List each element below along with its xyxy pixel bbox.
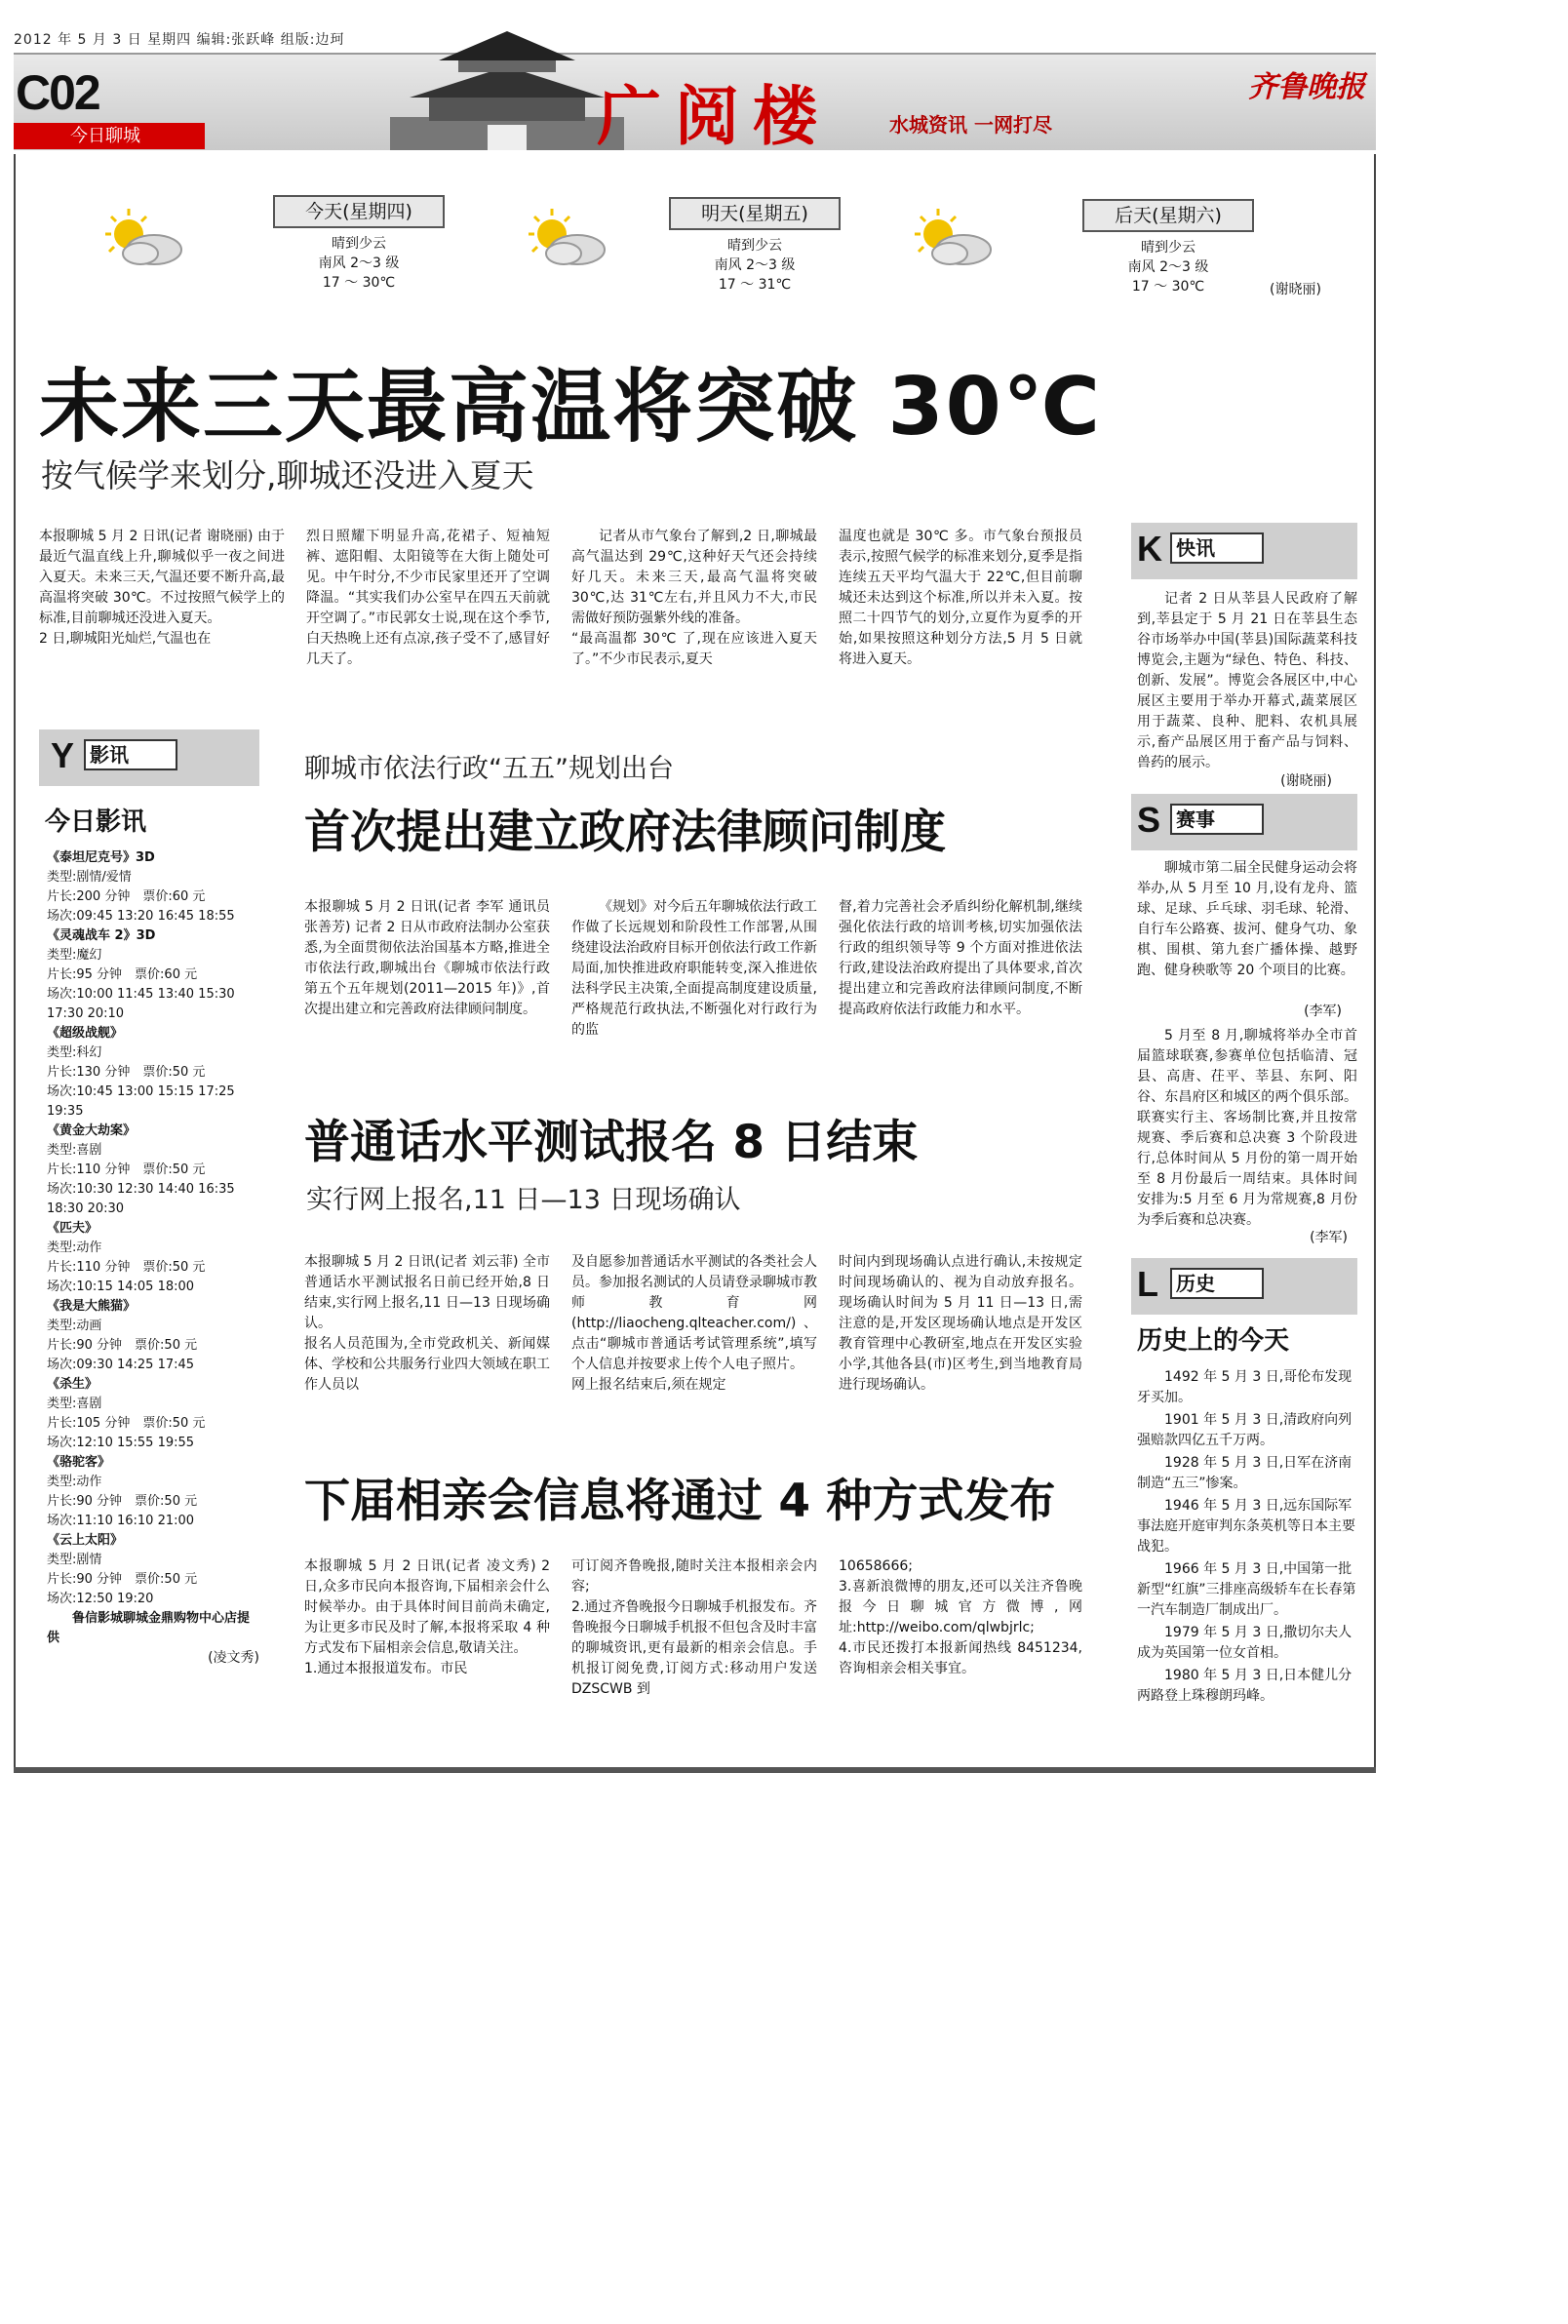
history-title: 历史上的今天	[1137, 1326, 1290, 1356]
sports-paragraph-2: 5 月至 8 月,聊城将举办全市首届篮球联赛,参赛单位包括临清、冠县、高唐、茌平、莘县、东阿、阳谷、东昌府区和城区的两个俱乐部。联赛实行主、客场制比赛,并且按常规赛、季后赛和总决赛 3 个阶段进行,总体时间从 5 月份的第一周开始至 8 月份最后一周结束。具体时间安排为:5 月至 6 月为常规赛,8 月份为季后赛和总决赛。	[1137, 1028, 1357, 1228]
history-item: 1946 年 5 月 3 日,远东国际军事法庭开庭审判东条英机等日本主要战犯。	[1137, 1498, 1355, 1555]
story3-column-1: 本报聊城 5 月 2 日讯(记者 刘云菲) 全市普通话水平测试报名日前已经开始,8 日结束,实行网上报名,11 日—13 日现场确认。 报名人员范围为,全市党政机关、新闻媒体、学校和公共服务行业四大领域在职工作人员以	[304, 1254, 550, 1393]
story2-column-1: 本报聊城 5 月 2 日讯(记者 李军 通讯员 张善芳) 记者 2 日从市政府法制办公室获悉,为全面贯彻依法治国基本方略,推进全市依法行政,聊城出台《聊城市依法行政第五个五年规划(2011—2015 年)》,首次提出建立和完善政府法律顾问制度。	[304, 899, 550, 1017]
weather-wind-1: 南风 2～3 级	[318, 256, 400, 271]
movies-letter: Y	[51, 735, 75, 775]
movies-title: 今日影讯	[45, 807, 147, 837]
sports-paragraph-1: 聊城市第二届全民健身运动会将举办,从 5 月至 10 月,设有龙舟、篮球、足球、乒乓球、羽毛球、轮滑、自行车公路赛、拔河、健身气功、象棋、围棋、第九套广播体操、越野跑、健身秧歌等 20 个项目的比赛。	[1137, 860, 1357, 978]
weather-day-3: 后天(星期六)	[1082, 199, 1254, 232]
sports-label: 赛事	[1170, 804, 1264, 835]
history-item: 1980 年 5 月 3 日,日本健儿分两路登上珠穆朗玛峰。	[1137, 1668, 1352, 1704]
story2-column-2: 《规划》对今后五年聊城依法行政工作做了长远规划和阶段性工作部署,从围绕建设法治政府目标开创依法行政工作新局面,加快推进政府职能转变,深入推进依法科学民主决策,全面提高制度建设质量,严格规范行政执法,不断强化对行政行为的监	[571, 899, 817, 1038]
weather-cond-2: 晴到少云	[727, 238, 782, 254]
weather-temp-2: 17 ～ 31℃	[718, 277, 792, 293]
movie-item: 《骆驼客》 类型:动作 片长:90 分钟 票价:50 元 场次:11:10 16:10 21:00	[47, 1455, 198, 1528]
weather-day-2: 明天(星期五)	[669, 197, 841, 230]
movie-item: 《云上太阳》 类型:剧情 片长:90 分钟 票价:50 元 场次:12:50 19:20	[47, 1533, 198, 1606]
movies-credit: (凌文秀)	[208, 1650, 259, 1666]
history-item: 1901 年 5 月 3 日,清政府向列强赔款四亿五千万两。	[1137, 1412, 1352, 1448]
newspaper-logo: 齐鲁晚报	[1248, 70, 1365, 104]
movie-item: 《我是大熊猫》 类型:动画 片长:90 分钟 票价:50 元 场次:09:30 14:25 17:45	[47, 1299, 198, 1372]
masthead-title: 广阅楼	[597, 78, 831, 154]
story2-kicker: 聊城市依法行政“五五”规划出台	[304, 754, 674, 784]
story4-column-1: 本报聊城 5 月 2 日讯(记者 凌文秀) 2 日,众多市民向本报咨询,下届相亲会什么时候举办。由于具体时间目前尚未确定,为让更多市民及时了解,本报将采取 4 种方式发布下届相亲会信息,敬请关注。 1.通过本报报道发布。市民	[304, 1558, 550, 1676]
page-code: C02	[16, 65, 99, 120]
history-item: 1966 年 5 月 3 日,中国第一批新型“红旗”三排座高级轿车在长春第一汽车制造厂制成出厂。	[1137, 1561, 1356, 1618]
history-letter: L	[1137, 1264, 1158, 1304]
movies-provider: 鲁信影城聊城金鼎购物中心店提供	[47, 1611, 251, 1645]
history-list	[1137, 1367, 1357, 1709]
movie-item: 《杀生》 类型:喜剧 片长:105 分钟 票价:50 元 场次:12:10 15:55 19:55	[47, 1377, 206, 1450]
story4-headline: 下届相亲会信息将通过 4 种方式发布	[304, 1475, 1056, 1528]
movie-item: 《超级战舰》 类型:科幻 片长:130 分钟 票价:50 元 场次:10:45 13:00 15:15 17:25 19:35	[47, 1026, 235, 1119]
weather-temp-1: 17 ～ 30℃	[322, 275, 396, 291]
sports-credit-1: (李军)	[1304, 1004, 1342, 1019]
brief-letter: K	[1137, 529, 1162, 569]
weather-credit: (谢晓丽)	[1270, 282, 1321, 297]
section-tag: 今日聊城	[14, 123, 205, 149]
movie-list	[47, 848, 259, 1668]
header-meta: 2012 年 5 月 3 日 星期四 编辑:张跃峰 组版:边珂	[14, 32, 345, 48]
story4-column-2: 可订阅齐鲁晚报,随时关注本报相亲会内容; 2.通过齐鲁晚报今日聊城手机报发布。齐鲁晚报今日聊城手机报不但包含及时丰富的聊城资讯,更有最新的相亲会信息。手机报订阅免费,订阅方式:移动用户发送 DZSCWB 到	[571, 1558, 817, 1697]
movie-item: 《灵魂战车 2》3D 类型:魔幻 片长:95 分钟 票价:60 元 场次:10:00 11:45 13:40 15:30 17:30 20:10	[47, 928, 235, 1021]
movie-item: 《黄金大劫案》 类型:喜剧 片长:110 分钟 票价:50 元 场次:10:30 12:30 14:40 16:35 18:30 20:30	[47, 1123, 235, 1216]
tower-illustration	[390, 27, 624, 150]
masthead-slogan: 水城资讯 一网打尽	[889, 113, 1052, 137]
history-item: 1492 年 5 月 3 日,哥伦布发现牙买加。	[1137, 1369, 1352, 1405]
weather-wind-3: 南风 2～3 级	[1127, 259, 1209, 275]
movies-label: 影讯	[84, 739, 177, 770]
brief-text: 记者 2 日从莘县人民政府了解到,莘县定于 5 月 21 日在莘县生态谷市场举办中国(莘县)国际蔬菜科技博览会,主题为“绿色、特色、科技、创新、发展”。博览会各展区中,中心展区主要用于举办开幕式,蔬菜展区用于蔬菜、良种、肥料、农机具展示,畜产品展区用于畜产品与饲料、兽药的展示。	[1137, 591, 1357, 770]
lead-headline: 未来三天最高温将突破 30℃	[39, 361, 1102, 453]
sports-letter: S	[1137, 800, 1161, 840]
weather-cond-1: 晴到少云	[332, 236, 386, 252]
lead-column-3: 记者从市气象台了解到,2 日,聊城最高气温达到 29℃,这种好天气还会持续好几天。未来三天,最高气温将突破 30℃,达 31℃左右,并且风力不大,市民需做好预防强紫外线的准备。 “最高温都 30℃ 了,现在应该进入夏天了。”不少市民表示,夏天	[571, 529, 817, 667]
lead-column-2: 烈日照耀下明显升高,花裙子、短袖短裤、遮阳帽、太阳镜等在大街上随处可见。中午时分,不少市民家里还开了空调降温。“其实我们办公室早在四五天前就开空调了。”市民郭女士说,现在这个季节,白天热晚上还有点凉,孩子受不了,感冒好几天了。	[306, 529, 550, 667]
lead-column-1: 本报聊城 5 月 2 日讯(记者 谢晓丽) 由于最近气温直线上升,聊城似乎一夜之间进入夏天。未来三天,气温还要不断升高,最高温将突破 30℃。不过按照气候学上的标准,目前聊城还没进入夏天。 2 日,聊城阳光灿烂,气温也在	[39, 529, 285, 647]
bottom-rule	[14, 1767, 1376, 1773]
story2-headline: 首次提出建立政府法律顾问制度	[304, 806, 946, 859]
story3-headline: 普通话水平测试报名 8 日结束	[304, 1116, 919, 1169]
weather-day-1: 今天(星期四)	[273, 195, 445, 228]
weather-wind-2: 南风 2～3 级	[714, 257, 796, 273]
story3-subheadline: 实行网上报名,11 日—13 日现场确认	[306, 1185, 741, 1215]
sports-credit-2: (李军)	[1310, 1230, 1348, 1245]
history-item: 1928 年 5 月 3 日,日军在济南制造“五三”惨案。	[1137, 1455, 1352, 1491]
partly-sunny-icon	[907, 207, 995, 269]
partly-sunny-icon	[98, 207, 185, 269]
partly-sunny-icon	[521, 207, 608, 269]
story4-column-3: 10658666; 3.喜新浪微博的朋友,还可以关注齐鲁晚报今日聊城官方微博,网址:http://weibo.com/qlwbjrlc; 4.市民还拨打本报新闻热线 8451234,咨询相亲会相关事宜。	[839, 1558, 1082, 1676]
story3-column-3: 时间内到现场确认点进行确认,未按规定时间现场确认的、视为自动放弃报名。现场确认时间为 5 月 11 日—13 日,需注意的是,开发区现场确认地点是开发区教育管理中心教研室,地点在开发区实验小学,其他各县(市)区考生,到当地教育局进行现场确认。	[839, 1254, 1082, 1393]
weather-cond-3: 晴到少云	[1141, 240, 1196, 256]
lead-column-4: 温度也就是 30℃ 多。市气象台预报员表示,按照气候学的标准来划分,夏季是指连续五天平均气温大于 22℃,但目前聊城还未达到这个标准,所以并未入夏。按照二十四节气的划分,立夏作为夏季的开始,如果按照这种划分方法,5 月 5 日就将进入夏天。	[839, 529, 1082, 667]
lead-subheadline: 按气候学来划分,聊城还没进入夏天	[41, 456, 534, 494]
story3-column-2: 及自愿参加普通话水平测试的各类社会人员。参加报名测试的人员请登录聊城市教师教育网(http://liaocheng.qlteacher.com/)、点击“聊城市普通话考试管理系统”,填写个人信息并按要求上传个人电子照片。 网上报名结束后,须在规定	[571, 1254, 817, 1393]
brief-credit: (谢晓丽)	[1280, 773, 1332, 789]
brief-label: 快讯	[1170, 532, 1264, 564]
story2-column-3: 督,着力完善社会矛盾纠纷化解机制,继续强化依法行政的培训考核,切实加强依法行政的组织领导等 9 个方面对推进依法行政,建设法治政府提出了具体要求,首次提出建立和完善政府法律顾问制度,不断提高政府依法行政能力和水平。	[839, 899, 1082, 1017]
history-label: 历史	[1170, 1268, 1264, 1299]
history-item: 1979 年 5 月 3 日,撒切尔夫人成为英国第一位女首相。	[1137, 1625, 1352, 1661]
movie-item: 《匹夫》 类型:动作 片长:110 分钟 票价:50 元 场次:10:15 14:05 18:00	[47, 1221, 206, 1294]
weather-temp-3: 17 ～ 30℃	[1131, 279, 1205, 295]
movie-item: 《泰坦尼克号》3D 类型:剧情/爱情 片长:200 分钟 票价:60 元 场次:09:45 13:20 16:45 18:55	[47, 850, 235, 924]
